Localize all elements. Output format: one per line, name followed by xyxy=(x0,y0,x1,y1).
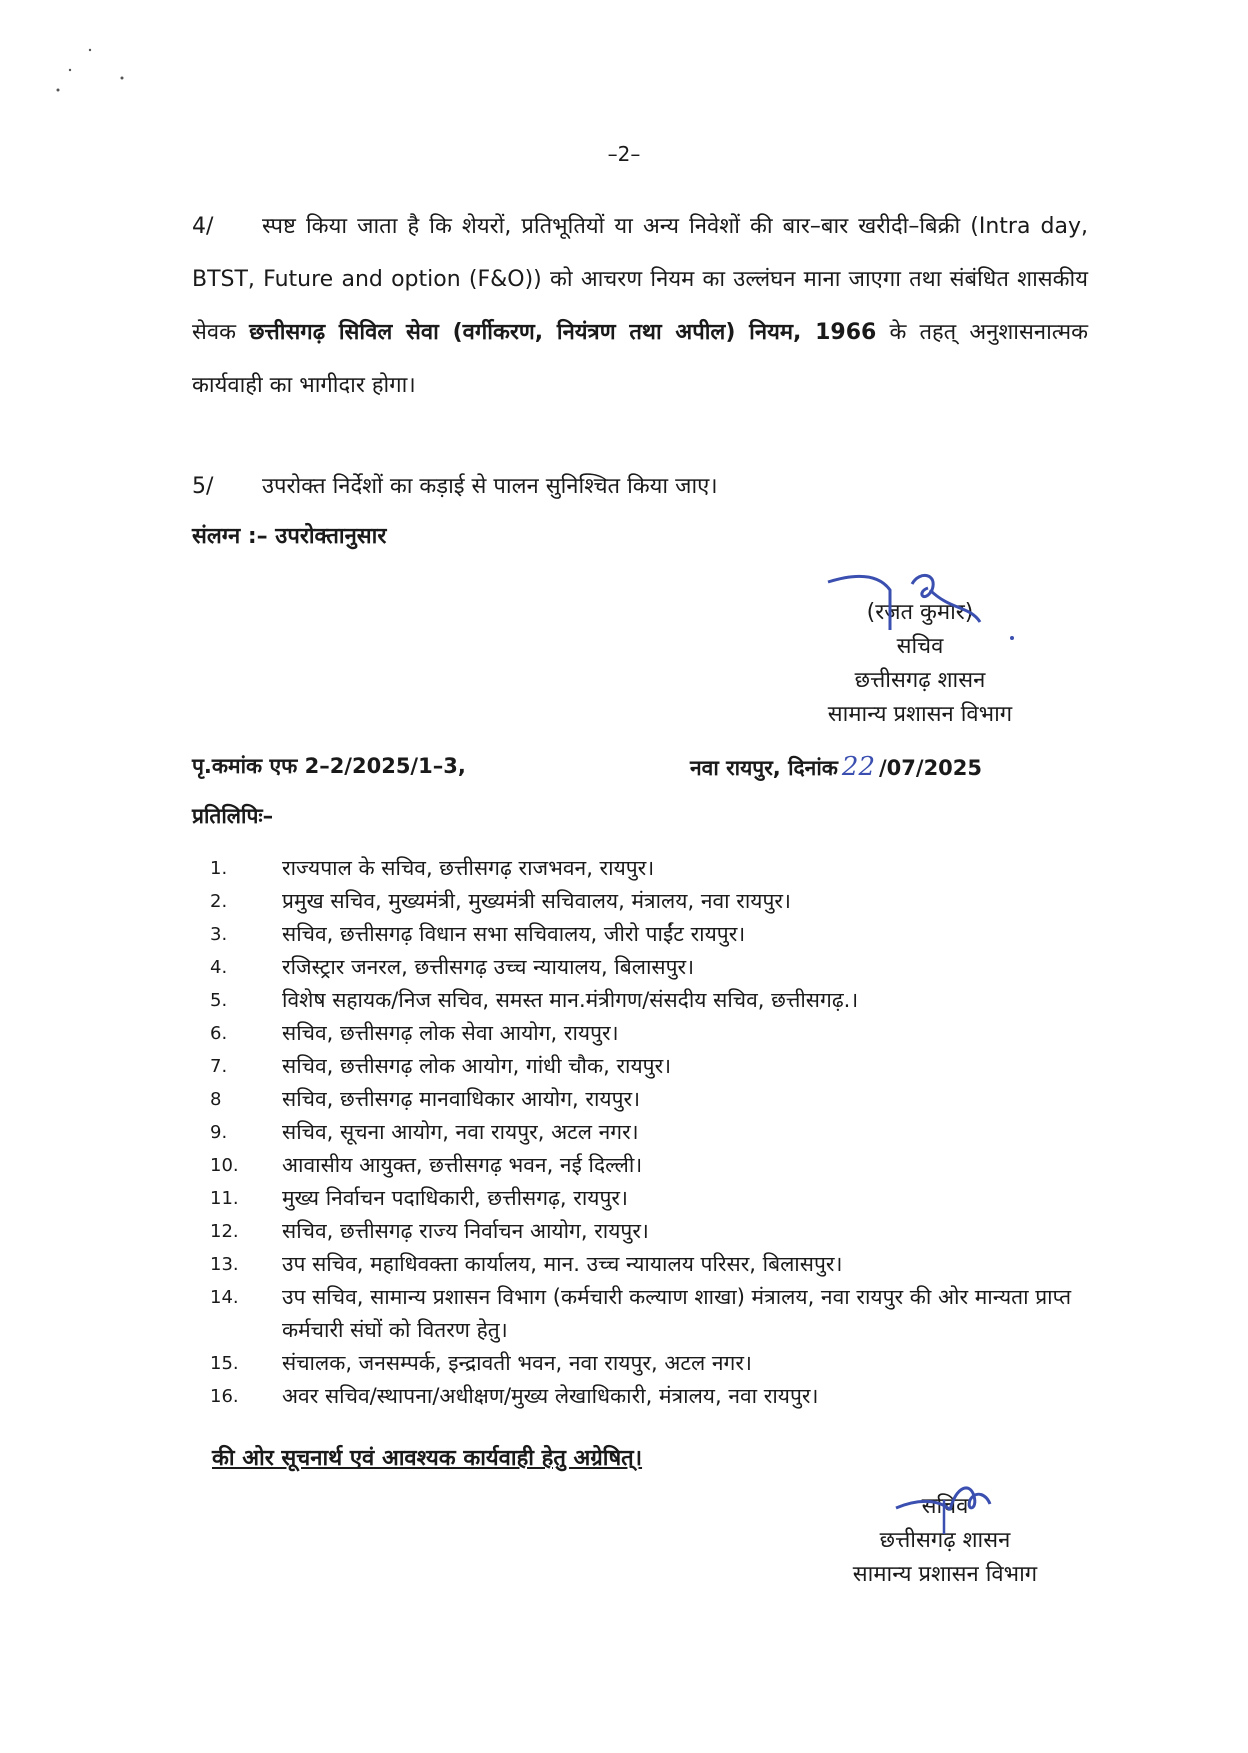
forwarding-note: की ओर सूचनार्थ एवं आवश्यक कार्यवाही हेतु अग्रेषित्। xyxy=(212,1446,643,1471)
list-item-number: 8 xyxy=(210,1089,222,1110)
place-date-line xyxy=(690,752,982,782)
list-item-number: 16. xyxy=(210,1386,239,1407)
list-item-text: सचिव, छत्तीसगढ़ राज्य निर्वाचन आयोग, रायपुर। xyxy=(282,1219,649,1243)
list-item-number: 14. xyxy=(210,1287,239,1308)
list-item xyxy=(210,1380,1110,1413)
list-item-text: मुख्य निर्वाचन पदाधिकारी, छत्तीसगढ़, रायपुर। xyxy=(282,1186,628,1210)
list-item-number: 2. xyxy=(210,891,228,912)
list-item-number: 5. xyxy=(210,990,228,1011)
handwritten-signature-1 xyxy=(820,570,1020,650)
list-item xyxy=(210,1248,1110,1281)
list-item xyxy=(210,1347,1110,1380)
list-item-text: अवर सचिव/स्थापना/अधीक्षण/मुख्य लेखाधिकारी, मंत्रालय, नवा रायपुर। xyxy=(282,1384,819,1408)
page-number: –2– xyxy=(607,142,641,166)
scan-specks xyxy=(50,40,140,100)
paragraph-4 xyxy=(192,200,1088,412)
place-date-label: नवा रायपुर, दिनांक xyxy=(690,756,838,780)
list-item xyxy=(210,951,1110,984)
list-item-number: 4. xyxy=(210,957,228,978)
list-item-text: उप सचिव, सामान्य प्रशासन विभाग (कर्मचारी कल्याण शाखा) मंत्रालय, नवा रायपुर की ओर मान्यता प्राप्त कर्मचारी संघों को वितरण हेतु। xyxy=(282,1285,1072,1342)
paragraph-4-text-1: स्पष्ट किया जाता है कि शेयरों, प्रतिभूतियों या अन्य निवेशों की बार–बार खरीदी–बिक्री (Intra day, BTST, Future and option (F&O)) को आचरण नियम का उल्लंघन माना जाएगा तथा संबंधित शासकीय सेवक xyxy=(192,214,1088,345)
list-item xyxy=(210,1017,1110,1050)
list-item-number: 15. xyxy=(210,1353,239,1374)
list-item xyxy=(210,852,1110,885)
signatory-government: छत्तीसगढ़ शासन xyxy=(854,668,986,693)
paragraph-5-text: उपरोक्त निर्देशों का कड़ाई से पालन सुनिश्चित किया जाए। xyxy=(262,474,718,499)
paragraph-4-text-2: के तहत् अनुशासनात्मक कार्यवाही का भागीदार होगा। xyxy=(192,320,1089,398)
paragraph-4-number: 4/ xyxy=(192,214,214,239)
list-item-number: 13. xyxy=(210,1254,239,1275)
list-item xyxy=(210,1182,1110,1215)
list-item-text: उप सचिव, महाधिवक्ता कार्यालय, मान. उच्च न्यायालय परिसर, बिलासपुर। xyxy=(282,1252,843,1276)
list-item-text: संचालक, जनसम्पर्क, इन्द्रावती भवन, नवा रायपुर, अटल नगर। xyxy=(282,1351,752,1375)
list-item-text: सचिव, छत्तीसगढ़ लोक सेवा आयोग, रायपुर। xyxy=(282,1021,619,1045)
list-item xyxy=(210,1215,1110,1248)
signatory-designation: सचिव xyxy=(896,634,944,659)
signatory-name: (रजत कुमार) xyxy=(866,600,974,625)
list-item xyxy=(210,984,1110,1017)
list-item-number: 11. xyxy=(210,1188,239,1209)
list-item xyxy=(210,1083,1110,1116)
list-item-number: 12. xyxy=(210,1221,239,1242)
list-item-number: 9. xyxy=(210,1122,228,1143)
list-item xyxy=(210,1281,1110,1347)
copy-to-heading: प्रतिलिपिः– xyxy=(192,804,274,828)
list-item xyxy=(210,1050,1110,1083)
list-item-text: सचिव, छत्तीसगढ़ लोक आयोग, गांधी चौक, रायपुर। xyxy=(282,1054,672,1078)
signatory-designation-2: सचिव xyxy=(921,1494,969,1519)
paragraph-5 xyxy=(192,460,1088,513)
handwritten-date-day: 22 xyxy=(841,752,875,782)
enclosure-line: संलग्न :– उपरोक्तानुसार xyxy=(192,524,387,549)
list-item-text: सचिव, छत्तीसगढ़ मानवाधिकार आयोग, रायपुर। xyxy=(282,1087,641,1111)
date-month-year: /07/2025 xyxy=(879,756,983,780)
signatory-government-2: छत्तीसगढ़ शासन xyxy=(879,1528,1011,1553)
list-item xyxy=(210,1149,1110,1182)
list-item-number: 3. xyxy=(210,924,228,945)
list-item-number: 10. xyxy=(210,1155,239,1176)
list-item-text: आवासीय आयुक्त, छत्तीसगढ़ भवन, नई दिल्ली। xyxy=(282,1153,643,1177)
list-item xyxy=(210,885,1110,918)
list-item-text: सचिव, सूचना आयोग, नवा रायपुर, अटल नगर। xyxy=(282,1120,639,1144)
signatory-department: सामान्य प्रशासन विभाग xyxy=(827,702,1013,727)
list-item-text: सचिव, छत्तीसगढ़ विधान सभा सचिवालय, जीरो पाईंट रायपुर। xyxy=(282,922,746,946)
list-item-text: रजिस्ट्रार जनरल, छत्तीसगढ़ उच्च न्यायालय, बिलासपुर। xyxy=(282,955,695,979)
paragraph-5-number: 5/ xyxy=(192,474,214,499)
list-item-text: राज्यपाल के सचिव, छत्तीसगढ़ राजभवन, रायपुर। xyxy=(282,856,655,880)
list-item-text: प्रमुख सचिव, मुख्यमंत्री, मुख्यमंत्री सचिवालय, मंत्रालय, नवा रायपुर। xyxy=(282,889,791,913)
list-item-number: 1. xyxy=(210,858,228,879)
handwritten-signature-2 xyxy=(890,1480,1020,1540)
list-item-number: 6. xyxy=(210,1023,228,1044)
paragraph-4-rule-citation: छत्तीसगढ़ सिविल सेवा (वर्गीकरण, नियंत्रण तथा अपील) नियम, 1966 xyxy=(249,320,877,345)
list-item xyxy=(210,918,1110,951)
reference-number: पृ.कमांक एफ 2–2/2025/1–3, xyxy=(192,754,466,778)
list-item xyxy=(210,1116,1110,1149)
copy-list xyxy=(210,852,1110,1413)
list-item-number: 7. xyxy=(210,1056,228,1077)
signatory-department-2: सामान्य प्रशासन विभाग xyxy=(852,1562,1038,1587)
list-item-text: विशेष सहायक/निज सचिव, समस्त मान.मंत्रीगण/संसदीय सचिव, छत्तीसगढ़.। xyxy=(282,988,859,1012)
